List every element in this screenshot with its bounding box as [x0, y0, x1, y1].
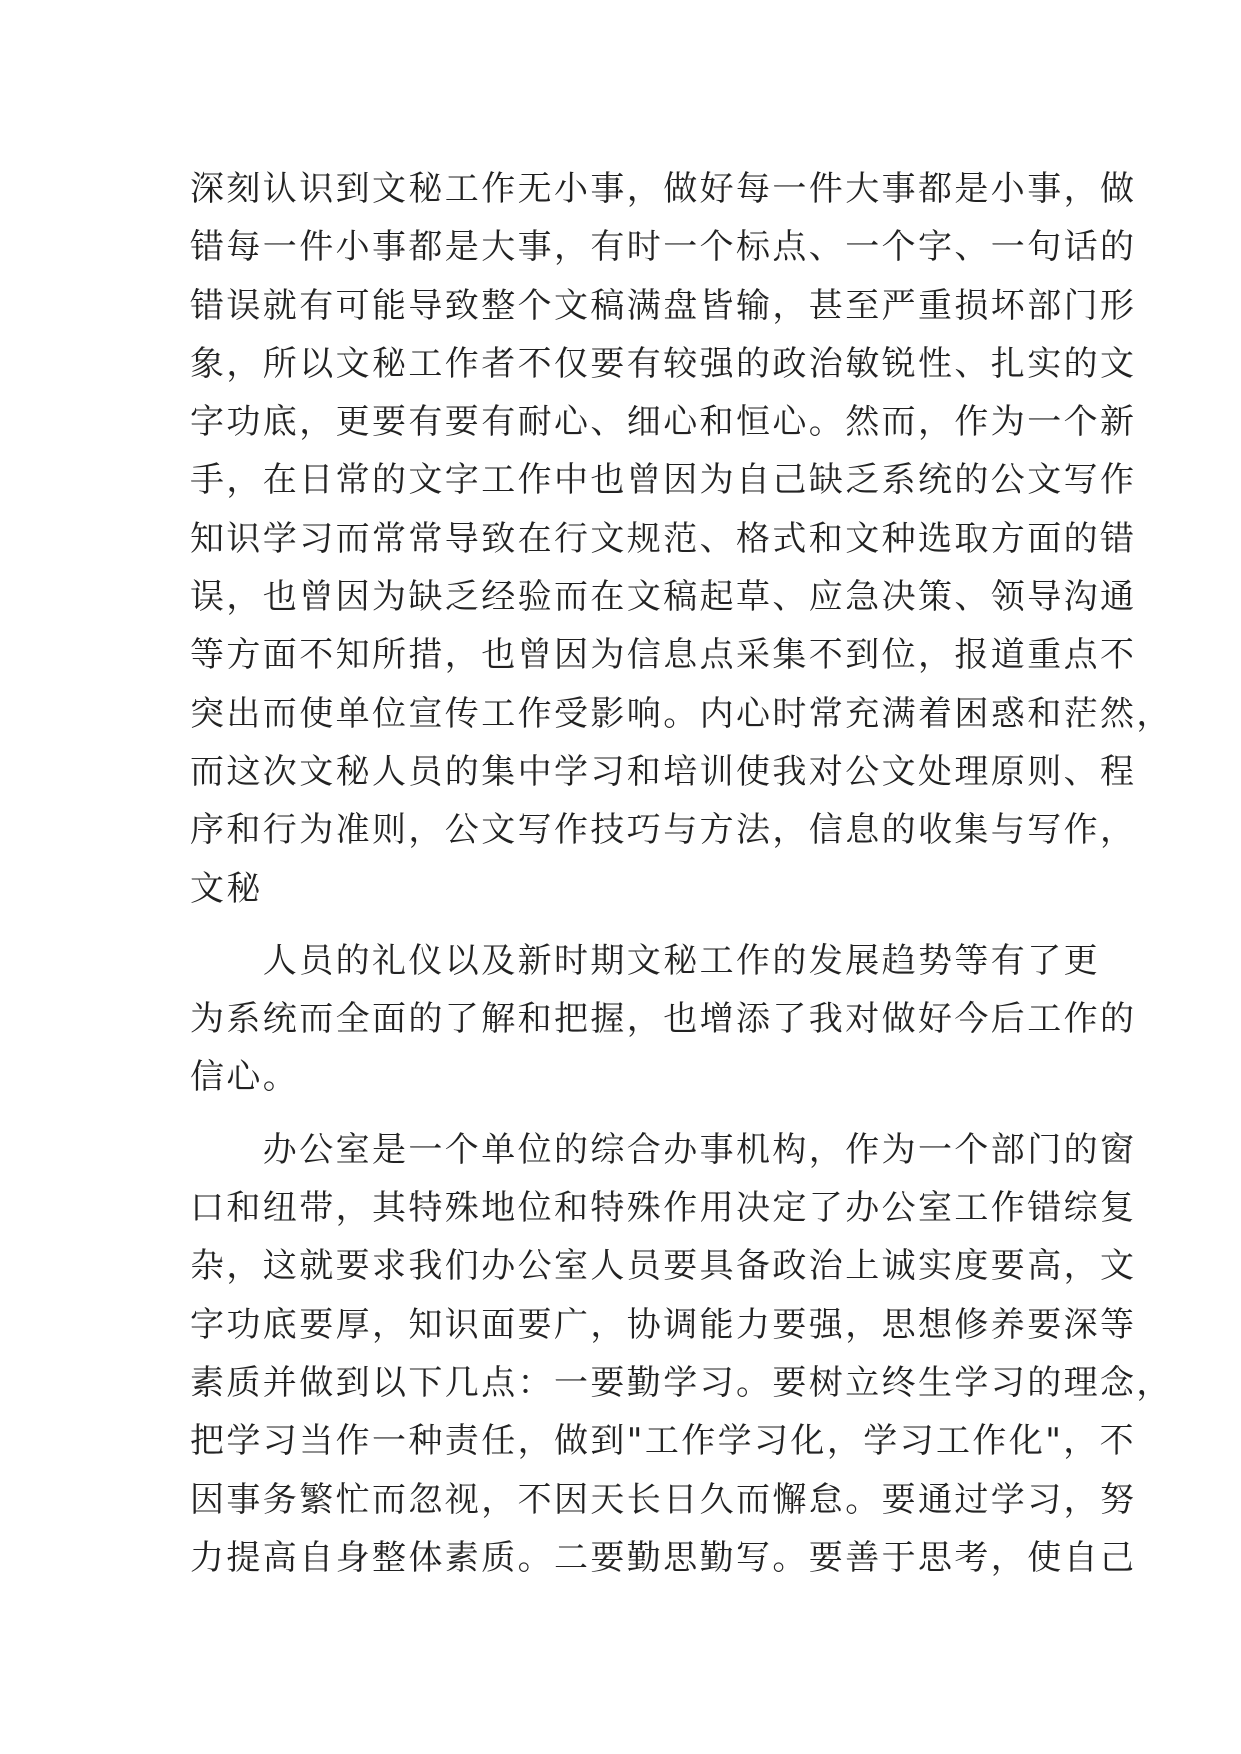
text-line: 力提高自身整体素质。二要勤思勤写。要善于思考，使自己 [190, 1537, 1137, 1578]
text-line: 因事务繁忙而忽视，不因天长日久而懈怠。要通过学习，努 [190, 1479, 1137, 1520]
text-line: 深刻认识到文秘工作无小事，做好每一件大事都是小事，做 [190, 169, 1137, 209]
paragraph-spacer [190, 1107, 1070, 1121]
text-line: 素质并做到以下几点：一要勤学习。要树立终生学习的理念， [190, 1362, 1173, 1403]
text-line: 人员的礼仪以及新时期文秘工作的发展趋势等有了更 [190, 940, 1100, 981]
text-line: 办公室是一个单位的综合办事机构，作为一个部门的窗 [190, 1129, 1137, 1170]
paragraph-spacer [190, 918, 1070, 932]
paragraph-2 [190, 932, 1137, 1107]
text-line: 而这次文秘人员的集中学习和培训使我对公文处理原则、程 [190, 751, 1137, 792]
paragraph-1 [190, 160, 1173, 918]
text-line: 信心。 [190, 1057, 300, 1098]
text-line: 为系统而全面的了解和把握，也增添了我对做好今后工作的 [190, 999, 1137, 1040]
text-line: 象，所以文秘工作者不仅要有较强的政治敏锐性、扎实的文 [190, 343, 1137, 384]
text-line: 序和行为准则，公文写作技巧与方法，信息的收集与写作， [190, 810, 1137, 851]
document-body [190, 160, 1173, 1587]
text-line: 手，在日常的文字工作中也曾因为自己缺乏系统的公文写作 [190, 460, 1137, 501]
paragraph-3 [190, 1121, 1173, 1587]
text-line: 字功底，更要有要有耐心、细心和恒心。然而，作为一个新 [190, 402, 1137, 443]
text-line: 知识学习而常常导致在行文规范、格式和文种选取方面的错 [190, 518, 1137, 559]
text-line: 错每一件小事都是大事，有时一个标点、一个字、一句话的 [190, 227, 1137, 268]
text-line: 误，也曾因为缺乏经验而在文稿起草、应急决策、领导沟通 [190, 577, 1137, 618]
text-line: 杂，这就要求我们办公室人员要具备政治上诚实度要高，文 [190, 1246, 1137, 1287]
text-line: 字功底要厚，知识面要广，协调能力要强，思想修养要深等 [190, 1304, 1137, 1345]
text-line: 错误就有可能导致整个文稿满盘皆输，甚至严重损坏部门形 [190, 285, 1137, 326]
text-line: 突出而使单位宣传工作受影响。内心时常充满着困惑和茫然， [190, 693, 1173, 734]
text-line: 等方面不知所措，也曾因为信息点采集不到位，报道重点不 [190, 635, 1137, 676]
text-line: 把学习当作一种责任，做到"工作学习化，学习工作化"，不 [190, 1421, 1137, 1462]
text-line: 口和纽带，其特殊地位和特殊作用决定了办公室工作错综复 [190, 1188, 1137, 1229]
text-line: 文秘 [190, 868, 263, 909]
